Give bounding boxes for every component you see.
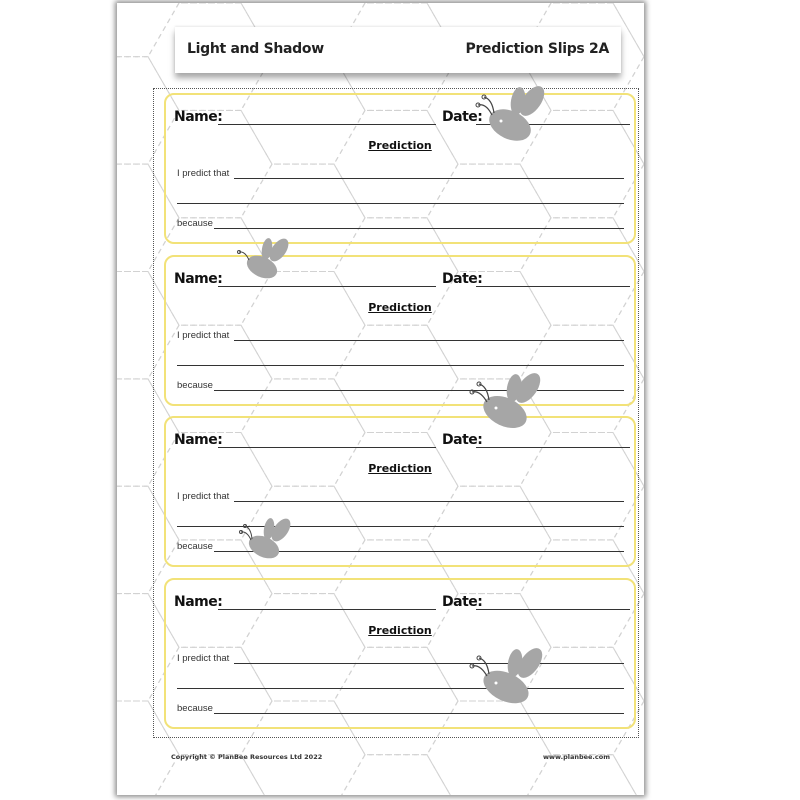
date-field[interactable] xyxy=(476,609,630,610)
name-field[interactable] xyxy=(218,447,436,448)
predict-field[interactable] xyxy=(234,501,624,502)
because-label: because xyxy=(177,380,213,391)
date-label: Date: xyxy=(442,109,483,125)
bee-icon xyxy=(462,643,552,713)
name-label: Name: xyxy=(174,594,223,610)
date-field[interactable] xyxy=(476,447,630,448)
name-field[interactable] xyxy=(218,609,436,610)
because-label: because xyxy=(177,703,213,714)
hexagon-outline xyxy=(117,3,179,57)
header-bar xyxy=(175,27,621,73)
bee-icon xyxy=(235,515,299,565)
name-label: Name: xyxy=(174,271,223,287)
because-label: because xyxy=(177,541,213,552)
bee-icon xyxy=(465,368,549,440)
because-label: because xyxy=(177,218,213,229)
name-label: Name: xyxy=(174,432,223,448)
name-field[interactable] xyxy=(218,124,436,125)
because-field[interactable] xyxy=(214,390,624,391)
website-text: www.planbee.com xyxy=(543,753,610,761)
worksheet-title: Light and Shadow xyxy=(187,41,324,57)
predict-field[interactable] xyxy=(234,663,624,664)
bee-icon xyxy=(472,83,552,153)
bee-icon xyxy=(235,235,297,285)
date-label: Date: xyxy=(442,271,483,287)
prediction-slip xyxy=(164,578,636,729)
predict-field[interactable] xyxy=(234,340,624,341)
worksheet-page xyxy=(117,3,644,795)
prediction-heading: Prediction xyxy=(368,624,432,637)
prediction-heading: Prediction xyxy=(368,462,432,475)
predict-label: I predict that xyxy=(177,653,230,664)
predict-continuation-field[interactable] xyxy=(177,688,624,689)
copyright-text: Copyright © PlanBee Resources Ltd 2022 xyxy=(171,753,323,761)
name-label: Name: xyxy=(174,109,223,125)
predict-continuation-field[interactable] xyxy=(177,203,624,204)
because-field[interactable] xyxy=(214,713,624,714)
date-label: Date: xyxy=(442,432,483,448)
predict-label: I predict that xyxy=(177,168,230,179)
predict-continuation-field[interactable] xyxy=(177,365,624,366)
predict-field[interactable] xyxy=(234,178,624,179)
prediction-heading: Prediction xyxy=(368,139,432,152)
hexagon-outline xyxy=(334,755,458,795)
prediction-slip xyxy=(164,93,636,244)
predict-label: I predict that xyxy=(177,491,230,502)
prediction-heading: Prediction xyxy=(368,301,432,314)
predict-label: I predict that xyxy=(177,330,230,341)
because-field[interactable] xyxy=(214,228,624,229)
worksheet-subtitle: Prediction Slips 2A xyxy=(465,41,609,57)
date-label: Date: xyxy=(442,594,483,610)
name-field[interactable] xyxy=(218,286,436,287)
date-field[interactable] xyxy=(476,286,630,287)
